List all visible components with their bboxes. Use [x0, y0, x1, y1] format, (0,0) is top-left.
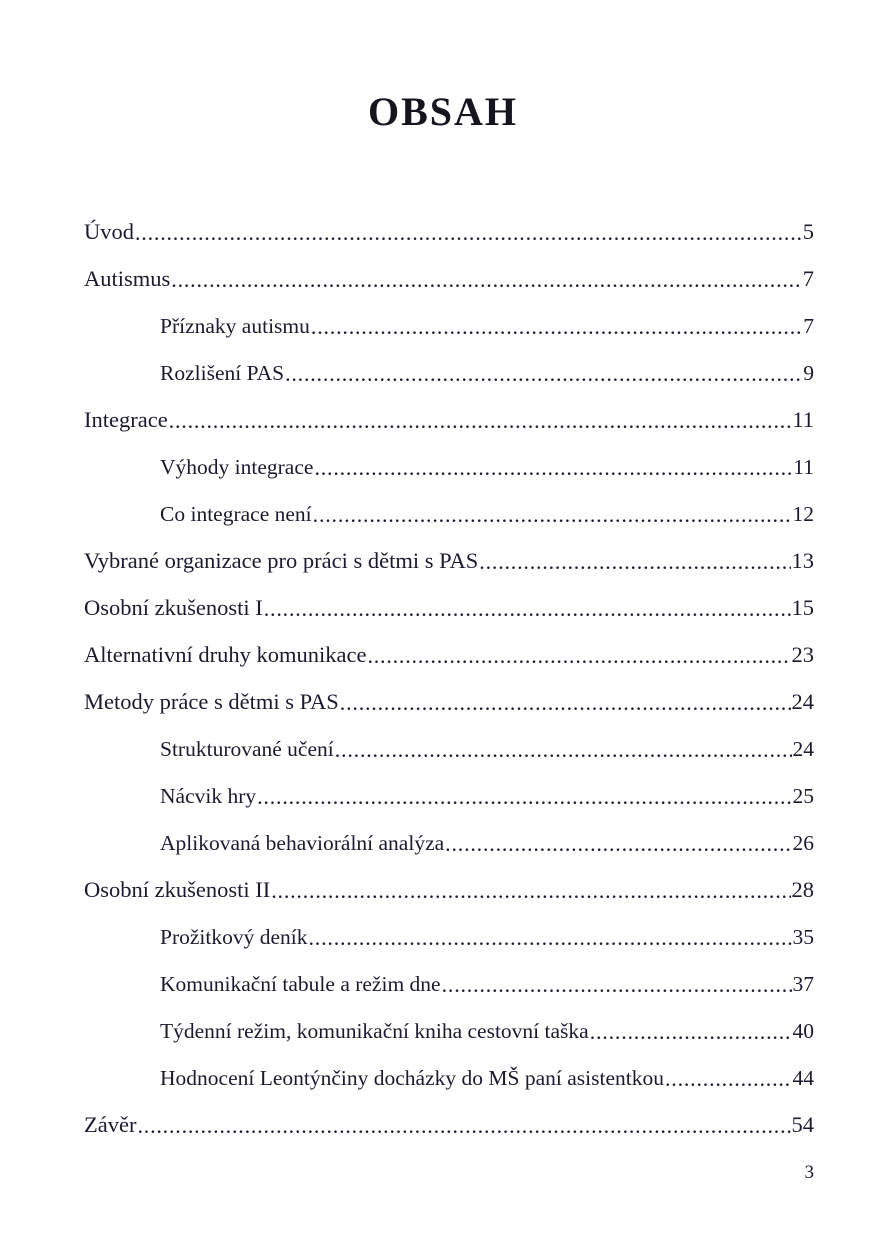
toc-leader-dots [311, 318, 802, 340]
toc-entry[interactable] [84, 574, 814, 621]
toc-entry-page: 37 [792, 972, 814, 997]
toc-entry-label: Vybrané organizace pro práci s dětmi s PAS [84, 548, 479, 574]
toc-leader-dots [335, 741, 792, 763]
toc-entry[interactable] [84, 856, 814, 903]
toc-entry-label: Strukturované učení [160, 737, 334, 762]
toc-entry-page: 7 [803, 314, 814, 339]
toc-entry-label: Autismus [84, 266, 171, 292]
toc-entry-page: 5 [802, 219, 814, 245]
toc-entry-label: Aplikovaná behaviorální analýza [160, 831, 445, 856]
toc-entry-page: 54 [791, 1112, 814, 1138]
toc-entry[interactable] [84, 433, 814, 480]
toc-entry[interactable] [84, 198, 814, 245]
toc-entry-label: Co integrace není [160, 502, 312, 527]
toc-entry[interactable] [84, 950, 814, 997]
toc-entry-page: 7 [802, 266, 814, 292]
toc-entry-page: 44 [792, 1066, 814, 1091]
toc-entry[interactable] [84, 480, 814, 527]
toc-leader-dots [340, 693, 791, 716]
toc-entry[interactable] [84, 292, 814, 339]
toc-entry-label: Závěr [84, 1112, 137, 1138]
toc-leader-dots [135, 223, 802, 246]
toc-leader-dots [665, 1070, 792, 1092]
toc-entry-label: Úvod [84, 219, 134, 245]
toc-entry[interactable] [84, 715, 814, 762]
toc-entry[interactable] [84, 1091, 814, 1138]
toc-leader-dots [445, 835, 791, 857]
toc-entry-label: Komunikační tabule a režim dne [160, 972, 441, 997]
toc-entry-label: Alternativní druhy komunikace [84, 642, 367, 668]
toc-entry-label: Rozlišení PAS [160, 361, 285, 386]
toc-leader-dots [264, 599, 791, 622]
toc-entry-page: 35 [792, 925, 814, 950]
toc-entry[interactable] [84, 997, 814, 1044]
toc-entry-label: Hodnocení Leontýnčiny docházky do MŠ paní asistentkou [160, 1066, 664, 1091]
toc-entry-page: 11 [792, 407, 814, 433]
toc-entry-page: 24 [792, 737, 814, 762]
toc-entry[interactable] [84, 903, 814, 950]
toc-entry-page: 13 [791, 548, 814, 574]
toc-leader-dots [285, 365, 802, 387]
toc-entry[interactable] [84, 668, 814, 715]
toc-entry-label: Výhody integrace [160, 455, 314, 480]
page-number: 3 [804, 1162, 814, 1183]
toc-leader-dots [590, 1023, 792, 1045]
toc-entry-page: 23 [791, 642, 814, 668]
table-of-contents [84, 198, 814, 1138]
toc-entry-label: Metody práce s dětmi s PAS [84, 689, 339, 715]
toc-entry-label: Osobní zkušenosti II [84, 877, 271, 903]
toc-entry-label: Týdenní režim, komunikační kniha cestovní taška [160, 1019, 589, 1044]
toc-entry-label: Prožitkový deník [160, 925, 308, 950]
toc-entry-page: 24 [791, 689, 814, 715]
toc-entry[interactable] [84, 762, 814, 809]
toc-leader-dots [313, 506, 792, 528]
toc-entry-label: Příznaky autismu [160, 314, 310, 339]
toc-leader-dots [442, 976, 792, 998]
page-title: OBSAH [367, 89, 519, 134]
toc-leader-dots [309, 929, 792, 951]
toc-leader-dots [367, 646, 790, 669]
toc-entry-label: Integrace [84, 407, 168, 433]
toc-entry[interactable] [84, 809, 814, 856]
toc-entry[interactable] [84, 621, 814, 668]
toc-entry-label: Osobní zkušenosti I [84, 595, 263, 621]
toc-entry[interactable] [84, 1044, 814, 1091]
toc-entry-page: 26 [792, 831, 814, 856]
toc-entry[interactable] [84, 339, 814, 386]
toc-entry-page: 11 [793, 455, 814, 480]
toc-entry-page: 12 [792, 502, 814, 527]
toc-leader-dots [171, 270, 801, 293]
toc-entry-page: 25 [792, 784, 814, 809]
toc-entry-label: Nácvik hry [160, 784, 257, 809]
toc-entry[interactable] [84, 245, 814, 292]
toc-leader-dots [479, 552, 790, 575]
toc-entry[interactable] [84, 527, 814, 574]
toc-entry-page: 9 [803, 361, 814, 386]
toc-entry-page: 40 [792, 1019, 814, 1044]
toc-leader-dots [137, 1116, 790, 1139]
toc-leader-dots [257, 788, 791, 810]
toc-leader-dots [169, 411, 792, 434]
toc-entry-page: 28 [791, 877, 814, 903]
toc-entry-page: 15 [791, 595, 814, 621]
toc-entry[interactable] [84, 386, 814, 433]
toc-leader-dots [271, 881, 790, 904]
toc-leader-dots [314, 459, 792, 481]
